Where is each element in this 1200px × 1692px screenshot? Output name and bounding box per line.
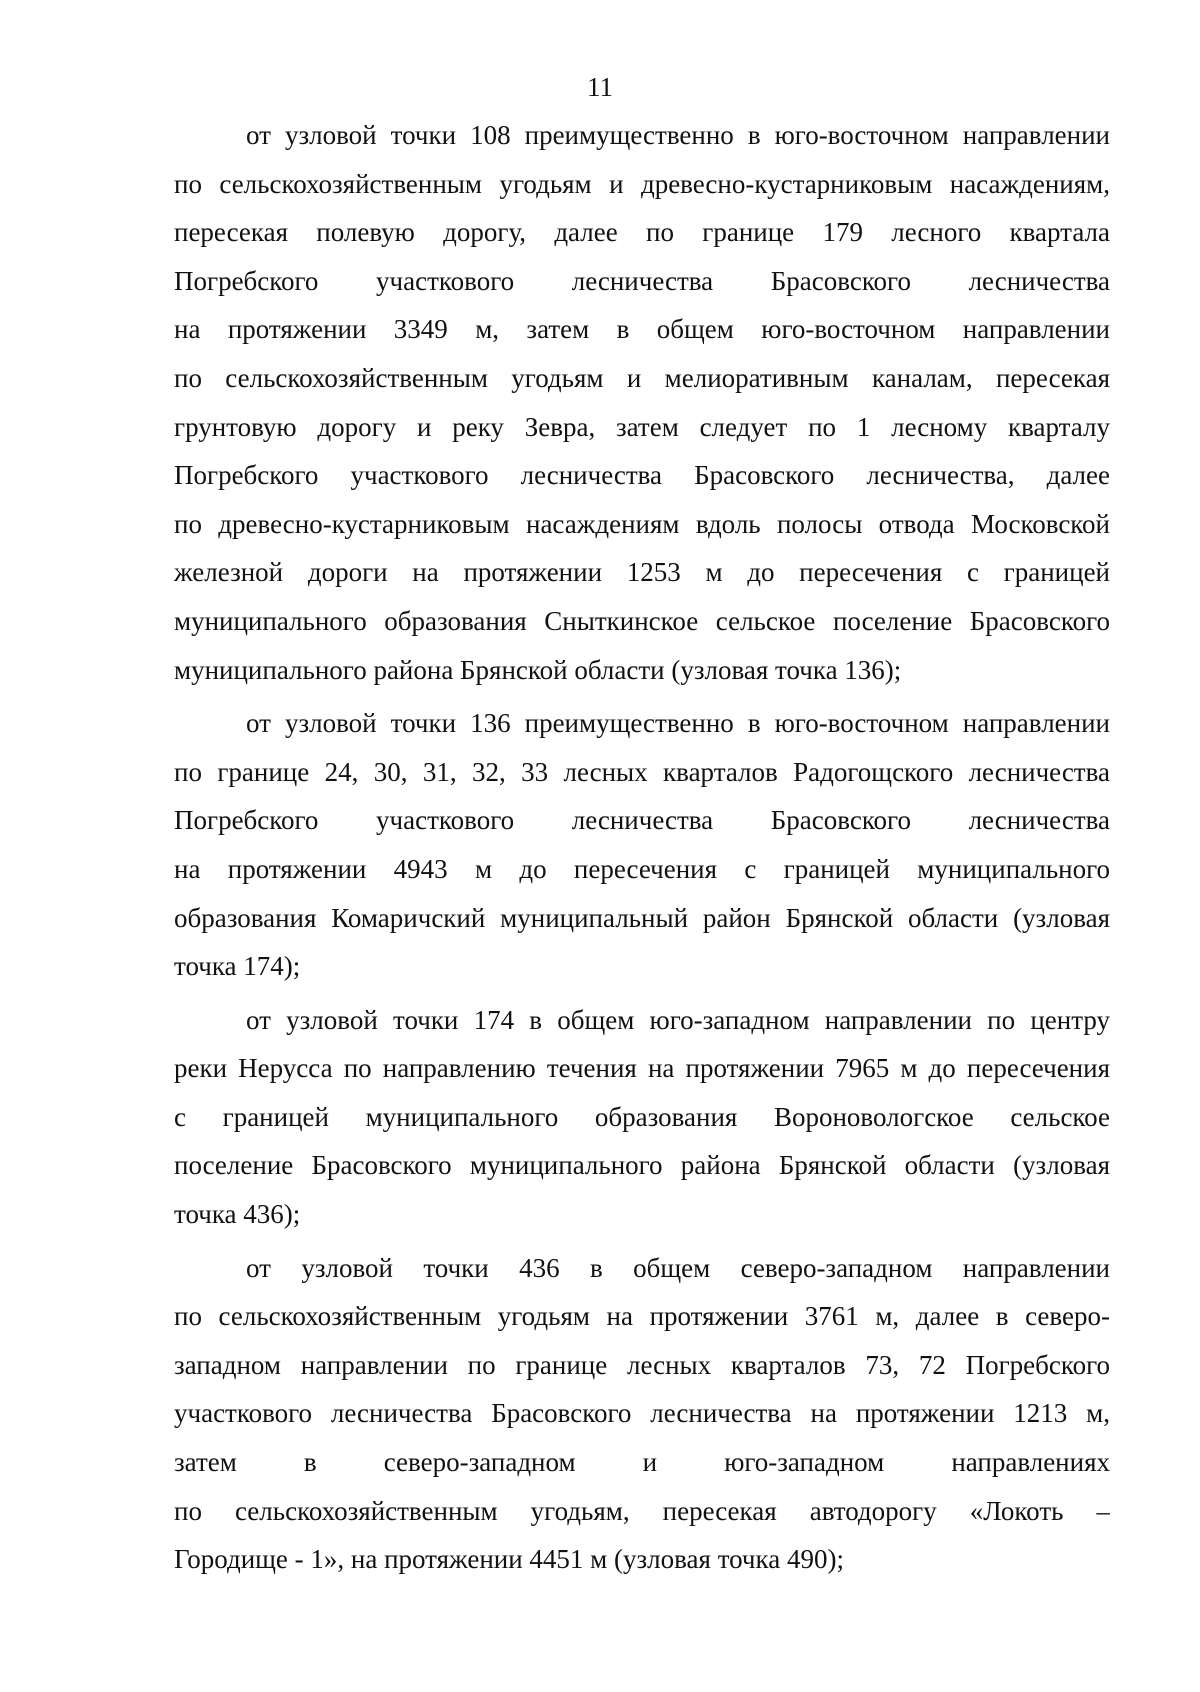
text-line: от узловой точки 436 в общем северо-западном направлении	[246, 1252, 1110, 1283]
text-line: участкового лесничества Брасовского лесничества на протяжении 1213 м,	[174, 1398, 1110, 1429]
text-line: на протяжении 4943 м до пересечения с границей муниципального	[174, 853, 1110, 884]
text-line: от узловой точки 136 преимущественно в юго-восточном направлении	[246, 708, 1110, 739]
paragraph-node-436	[174, 1244, 1110, 1584]
text-line: на протяжении 3349 м, затем в общем юго-восточном направлении	[174, 314, 1110, 345]
text-line: муниципального района Брянской области (узловая точка 136);	[174, 654, 902, 685]
document-body	[174, 111, 1110, 1589]
paragraph-node-136	[174, 699, 1110, 991]
text-line: от узловой точки 108 преимущественно в юго-восточном направлении	[246, 120, 1110, 150]
text-line: поселение Брасовского муниципального района Брянской области (узловая	[174, 1150, 1110, 1181]
text-line: Погребского участкового лесничества Брасовского лесничества, далее	[174, 460, 1110, 491]
text-line: грунтовую дорогу и реку Зевра, затем следует по 1 лесному кварталу	[174, 411, 1110, 442]
text-line: реки Нерусса по направлению течения на протяжении 7965 м до пересечения	[174, 1053, 1110, 1084]
text-line: по сельскохозяйственным угодьям, пересекая автодорогу «Локоть –	[174, 1495, 1110, 1526]
paragraph-node-108	[174, 111, 1110, 694]
text-line: муниципального образования Сныткинское сельское поселение Брасовского	[174, 605, 1110, 636]
text-line: по древесно-кустарниковым насаждениям вдоль полосы отвода Московской	[174, 508, 1110, 539]
text-line: точка 436);	[174, 1199, 301, 1230]
text-line: точка 174);	[174, 951, 301, 982]
page-number: 11	[587, 72, 613, 102]
text-line: с границей муниципального образования Вороновологское сельское	[174, 1101, 1110, 1132]
text-line: по сельскохозяйственным угодьям на протяжении 3761 м, далее в северо-	[174, 1301, 1110, 1332]
text-line: образования Комаричский муниципальный район Брянской области (узловая	[174, 902, 1110, 933]
text-line: по сельскохозяйственным угодьям и мелиоративным каналам, пересекая	[174, 362, 1110, 393]
text-line: от узловой точки 174 в общем юго-западном направлении по центру	[246, 1004, 1110, 1035]
text-line: западном направлении по границе лесных кварталов 73, 72 Погребского	[174, 1349, 1110, 1380]
paragraph-node-174	[174, 996, 1110, 1239]
text-line: Погребского участкового лесничества Брасовского лесничества	[174, 265, 1110, 296]
text-line: затем в северо-западном и юго-западном направлениях	[174, 1447, 1110, 1478]
text-line: по сельскохозяйственным угодьям и древесно-кустарниковым насаждениям,	[174, 168, 1110, 199]
text-line: по границе 24, 30, 31, 32, 33 лесных кварталов Радогощского лесничества	[174, 756, 1110, 787]
text-line: Городище - 1», на протяжении 4451 м (узловая точка 490);	[174, 1544, 844, 1575]
text-line: Погребского участкового лесничества Брасовского лесничества	[174, 805, 1110, 836]
text-line: железной дороги на протяжении 1253 м до пересечения с границей	[174, 557, 1110, 588]
text-line: пересекая полевую дорогу, далее по границе 179 лесного квартала	[174, 217, 1110, 248]
